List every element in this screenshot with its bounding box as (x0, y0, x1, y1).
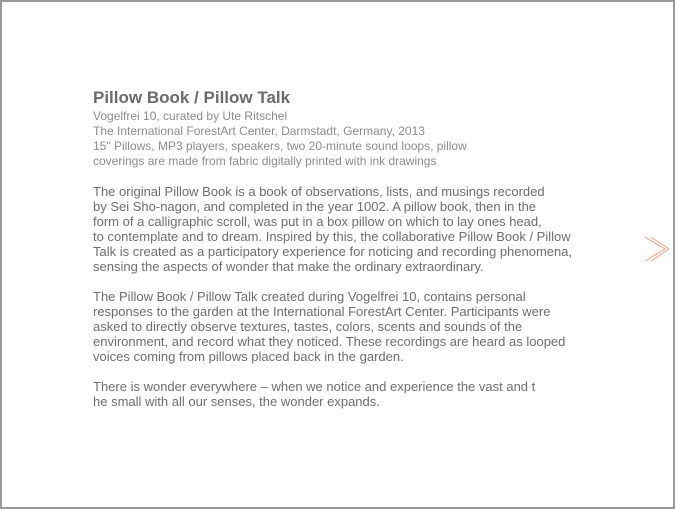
paragraph-line: responses to the garden at the International ForestArt Center. Participants were (93, 304, 551, 319)
double-chevron-right-icon (642, 234, 670, 264)
artwork-description (93, 88, 613, 424)
paragraph-line: There is wonder everywhere – when we notice and experience the vast and t (93, 379, 536, 394)
paragraph-line: asked to directly observe textures, tastes, colors, scents and sounds of the (93, 319, 523, 334)
meta-line-exhibition: Vogelfrei 10, curated by Ute Ritschel (93, 109, 288, 123)
paragraph-wonder (93, 379, 613, 409)
paragraph-line: he small with all our senses, the wonder expands. (93, 394, 380, 409)
meta-line-materials: 15" Pillows, MP3 players, speakers, two 20-minute sound loops, pillow (93, 139, 467, 153)
paragraph-line: to contemplate and to dream. Inspired by this, the collaborative Pillow Book / Pillow (93, 229, 571, 244)
paragraph-line: environment, and record what they noticed. These recordings are heard as looped (93, 334, 566, 349)
meta-line-materials-cont: coverings are made from fabric digitally printed with ink drawings (93, 154, 437, 168)
page-title: Pillow Book / Pillow Talk (93, 88, 291, 107)
paragraph-vogelfrei (93, 289, 613, 364)
description-body (93, 184, 613, 409)
paragraph-line: Talk is created as a participatory experience for noticing and recording phenomena, (93, 244, 573, 259)
paragraph-line: by Sei Sho-nagon, and completed in the year 1002. A pillow book, then in the (93, 199, 537, 214)
paragraph-origin (93, 184, 613, 274)
paragraph-line: The Pillow Book / Pillow Talk created during Vogelfrei 10, contains personal (93, 289, 526, 304)
paragraph-line: form of a calligraphic scroll, was put in a box pillow on which to lay ones head, (93, 214, 542, 229)
artwork-meta (93, 109, 613, 169)
meta-line-location: The International ForestArt Center, Darmstadt, Germany, 2013 (93, 124, 425, 138)
paragraph-line: voices coming from pillows placed back in the garden. (93, 349, 404, 364)
paragraph-line: The original Pillow Book is a book of observations, lists, and musings recorded (93, 184, 545, 199)
paragraph-line: sensing the aspects of wonder that make the ordinary extraordinary. (93, 259, 484, 274)
next-page-button[interactable] (642, 234, 670, 264)
